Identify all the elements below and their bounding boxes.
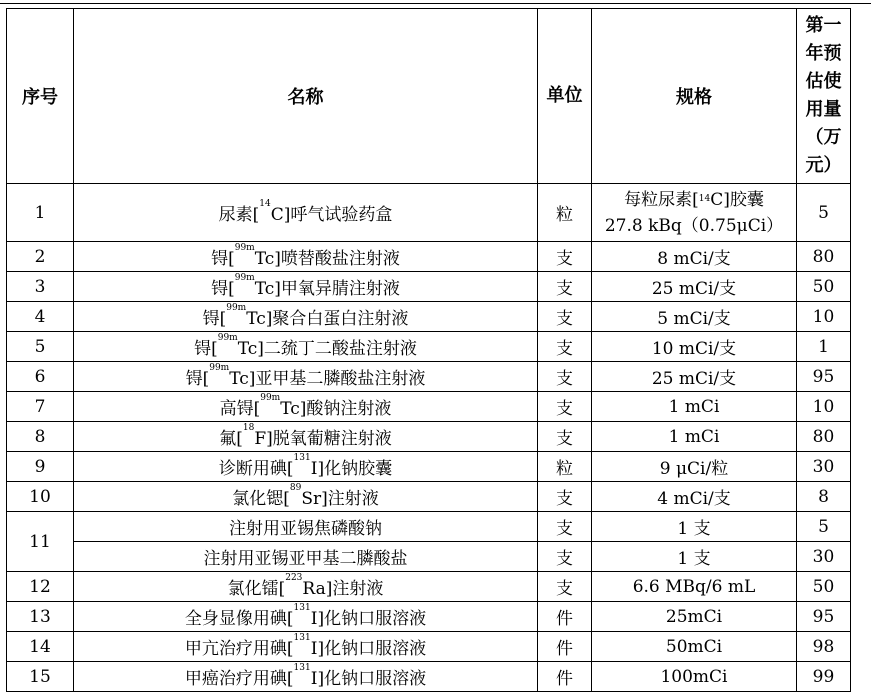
table-row	[7, 242, 851, 272]
row-qty: 98	[797, 632, 851, 662]
row-spec: 25mCi	[592, 602, 797, 632]
table-row	[7, 272, 851, 302]
row-qty: 1	[797, 332, 851, 362]
row-qty: 30	[797, 452, 851, 482]
row-spec: 100mCi	[592, 662, 797, 692]
row-name: 甲癌治疗用碘[$^{131}$I]化钠口服溶液	[74, 662, 538, 692]
row-no: 5	[7, 332, 74, 362]
row-no: 11	[7, 512, 74, 572]
row-name: 锝[$^{99m}$Tc]二巯丁二酸盐注射液	[74, 332, 538, 362]
row-qty: 8	[797, 482, 851, 512]
row-no: 13	[7, 602, 74, 632]
row-no: 12	[7, 572, 74, 602]
drug-table	[6, 8, 851, 692]
row-unit: 支	[538, 572, 592, 602]
row-name: 全身显像用碘[$^{131}$I]化钠口服溶液	[74, 602, 538, 632]
row-spec: 8 mCi/支	[592, 242, 797, 272]
header-qty: 第一年预估使用量（万元）	[797, 9, 851, 184]
row-no: 7	[7, 392, 74, 422]
row-unit: 支	[538, 422, 592, 452]
row-spec: 9 μCi/粒	[592, 452, 797, 482]
row-spec: 1 mCi	[592, 422, 797, 452]
row-no: 6	[7, 362, 74, 392]
row-qty: 5	[797, 512, 851, 542]
row-spec: 每粒尿素[$^{14}$C]胶囊 27.8 kBq（0.75μCi）	[592, 184, 797, 242]
header-no: 序号	[7, 9, 74, 184]
row-unit: 支	[538, 332, 592, 362]
row-unit: 支	[538, 242, 592, 272]
row-qty: 10	[797, 302, 851, 332]
row-qty: 50	[797, 272, 851, 302]
table-row	[7, 542, 851, 572]
row-name: 锝[$^{99m}$Tc]喷替酸盐注射液	[74, 242, 538, 272]
row-name: 氯化镭[$^{223}$Ra]注射液	[74, 572, 538, 602]
row-unit: 支	[538, 362, 592, 392]
row-no: 10	[7, 482, 74, 512]
table-row	[7, 482, 851, 512]
row-qty: 80	[797, 242, 851, 272]
row-no: 9	[7, 452, 74, 482]
row-spec: 10 mCi/支	[592, 332, 797, 362]
row-name: 注射用亚锡焦磷酸钠	[74, 512, 538, 542]
header-spec: 规格	[592, 9, 797, 184]
row-unit: 支	[538, 392, 592, 422]
top-rule	[0, 3, 871, 4]
row-qty: 95	[797, 602, 851, 632]
row-no: 3	[7, 272, 74, 302]
header-row	[7, 9, 851, 184]
row-unit: 支	[538, 272, 592, 302]
row-spec: 6.6 MBq/6 mL	[592, 572, 797, 602]
row-no: 8	[7, 422, 74, 452]
row-unit: 粒	[538, 452, 592, 482]
row-name: 诊断用碘[$^{131}$I]化钠胶囊	[74, 452, 538, 482]
table-row	[7, 512, 851, 542]
row-no: 1	[7, 184, 74, 242]
row-name: 锝[$^{99m}$Tc]甲氧异腈注射液	[74, 272, 538, 302]
row-spec: 5 mCi/支	[592, 302, 797, 332]
row-unit: 支	[538, 482, 592, 512]
row-no: 14	[7, 632, 74, 662]
table-row	[7, 392, 851, 422]
row-qty: 30	[797, 542, 851, 572]
row-name: 甲亢治疗用碘[$^{131}$I]化钠口服溶液	[74, 632, 538, 662]
row-spec: 1 mCi	[592, 392, 797, 422]
row-name: 锝[$^{99m}$Tc]亚甲基二膦酸盐注射液	[74, 362, 538, 392]
table-row	[7, 452, 851, 482]
row-name: 锝[$^{99m}$Tc]聚合白蛋白注射液	[74, 302, 538, 332]
row-name: 氟[$^{18}$F]脱氧葡糖注射液	[74, 422, 538, 452]
table-row	[7, 662, 851, 692]
table-row	[7, 362, 851, 392]
row-qty: 95	[797, 362, 851, 392]
row-qty: 50	[797, 572, 851, 602]
row-name: 氯化锶[$^{89}$Sr]注射液	[74, 482, 538, 512]
row-qty: 99	[797, 662, 851, 692]
row-name: 注射用亚锡亚甲基二膦酸盐	[74, 542, 538, 572]
row-spec: 4 mCi/支	[592, 482, 797, 512]
row-unit: 件	[538, 662, 592, 692]
header-unit: 单位	[538, 9, 592, 184]
table-row	[7, 602, 851, 632]
row-no: 15	[7, 662, 74, 692]
row-unit: 件	[538, 632, 592, 662]
table-row	[7, 572, 851, 602]
row-unit: 支	[538, 542, 592, 572]
table-row	[7, 332, 851, 362]
row-spec: 25 mCi/支	[592, 272, 797, 302]
row-spec: 1 支	[592, 512, 797, 542]
table-row	[7, 422, 851, 452]
table-row	[7, 184, 851, 242]
row-qty: 10	[797, 392, 851, 422]
row-no: 2	[7, 242, 74, 272]
row-name: 高锝[$^{99m}$Tc]酸钠注射液	[74, 392, 538, 422]
row-spec: 25 mCi/支	[592, 362, 797, 392]
row-no: 4	[7, 302, 74, 332]
header-name: 名称	[74, 9, 538, 184]
row-unit: 件	[538, 602, 592, 632]
row-qty: 80	[797, 422, 851, 452]
row-unit: 支	[538, 512, 592, 542]
row-unit: 支	[538, 302, 592, 332]
table-row	[7, 632, 851, 662]
row-qty: 5	[797, 184, 851, 242]
row-spec: 1 支	[592, 542, 797, 572]
table-row	[7, 302, 851, 332]
row-spec: 50mCi	[592, 632, 797, 662]
row-unit: 粒	[538, 184, 592, 242]
row-name: 尿素[$^{14}$C]呼气试验药盒	[74, 184, 538, 242]
